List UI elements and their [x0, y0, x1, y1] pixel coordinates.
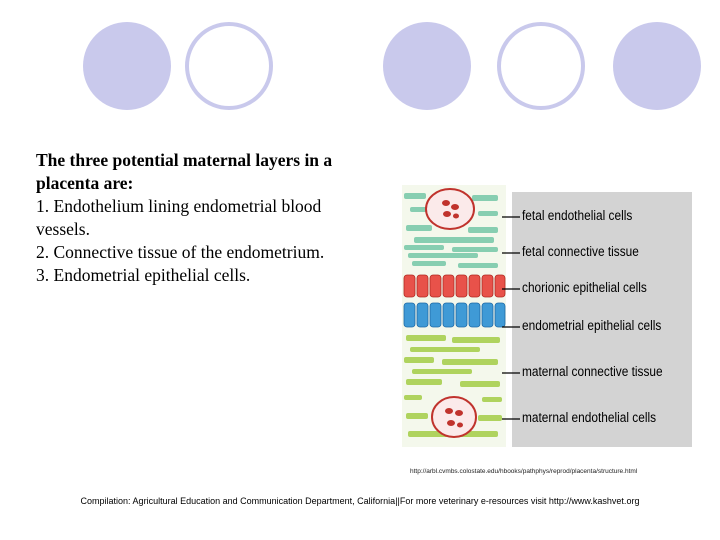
- label-maternal-endothelial: maternal endothelial cells: [522, 410, 657, 425]
- footer-credits: Compilation: Agricultural Education and Communication Department, California||For more veterinary e-resources visit http://www.kashvet.org: [80, 496, 640, 506]
- label-endometrial-epithelial: endometrial epithelial cells: [522, 318, 662, 333]
- decorative-circle: [83, 22, 171, 110]
- label-fetal-endothelial: fetal endothelial cells: [522, 208, 633, 223]
- tissue-layers-illustration: [402, 185, 506, 447]
- layer-item-2: 2. Connective tissue of the endometrium.: [36, 242, 325, 262]
- layer-item-1: 1. Endothelium lining endometrial blood vessels.: [36, 196, 322, 239]
- placenta-layers-figure: [398, 181, 694, 451]
- decorative-circle: [613, 22, 701, 110]
- figure-source-url: http://arbl.cvmbs.colostate.edu/hbooks/pathphys/reprod/placenta/structure.html: [410, 468, 638, 475]
- decorative-circle: [383, 22, 471, 110]
- label-maternal-connective: maternal connective tissue: [522, 364, 663, 379]
- label-chorionic-epithelial: chorionic epithelial cells: [522, 280, 647, 295]
- decorative-ring: [497, 22, 585, 110]
- intro-heading: The three potential maternal layers in a placenta are:: [36, 150, 333, 193]
- label-fetal-connective: fetal connective tissue: [522, 244, 639, 259]
- decorative-circles: [0, 22, 720, 122]
- decorative-ring: [185, 22, 273, 110]
- slide-body-text: [36, 149, 376, 287]
- layer-item-3: 3. Endometrial epithelial cells.: [36, 265, 251, 285]
